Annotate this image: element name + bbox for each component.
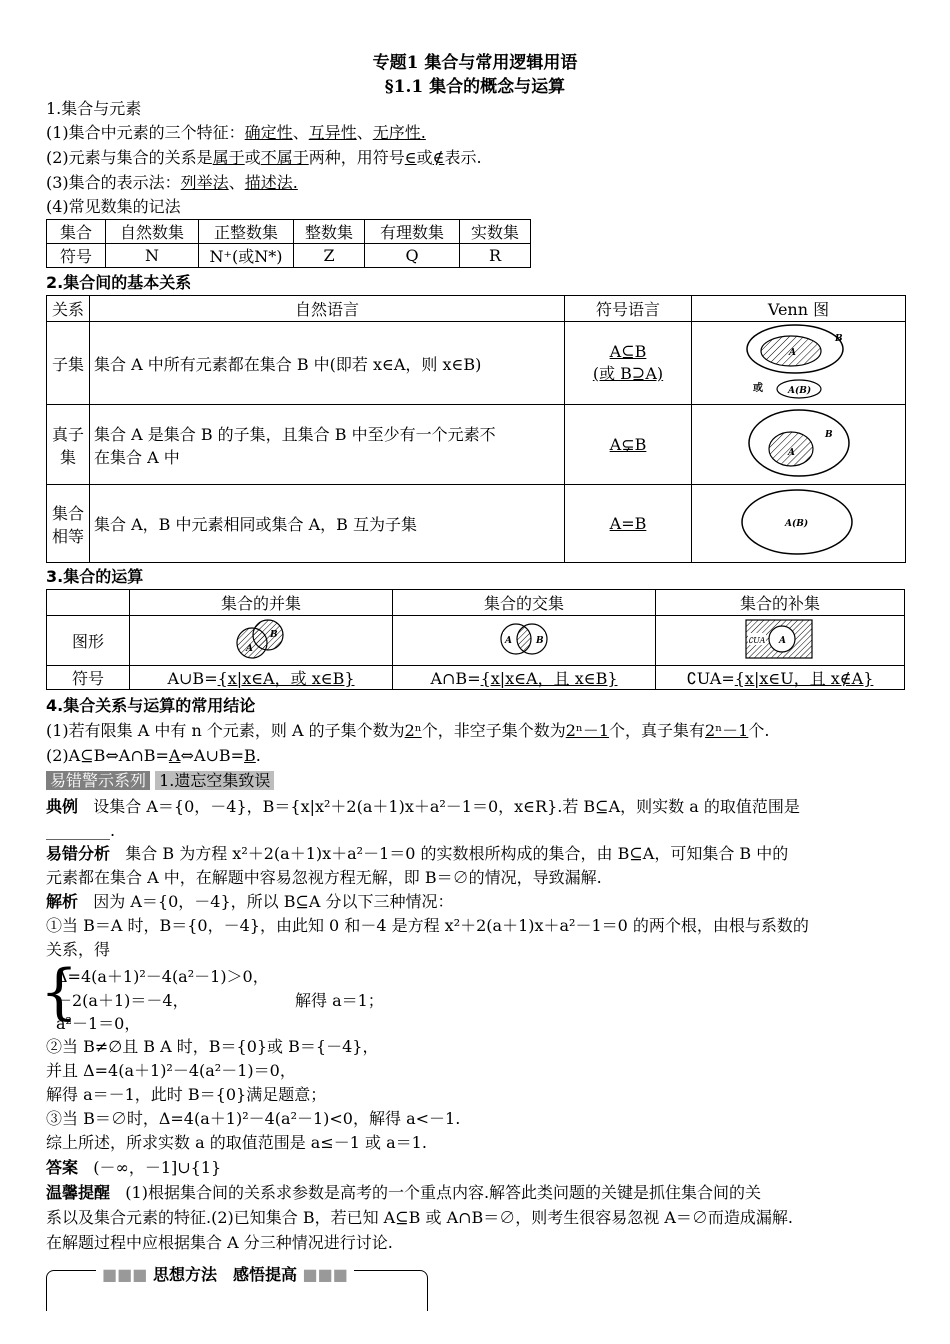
analysis-line1: 易错分析 集合 B 为方程 x²＋2(a＋1)x＋a²－1＝0 的实数根所构成的集合，由 B⊆A，可知集合 B 中的: [46, 844, 789, 863]
svg-text:B: B: [824, 429, 833, 440]
solution-summary: 综上所述，所求实数 a 的取值范围是 a≤－1 或 a＝1.: [46, 1133, 427, 1152]
brace: {: [40, 957, 79, 1027]
example-line1: 典例 设集合 A＝{0，－4}，B＝{x|x²＋2(a＋1)x＋a²－1＝0，x∈R}.若 B⊆A，则实数 a 的取值范围是: [46, 797, 800, 816]
solution-case2b: 并且 Δ=4(a＋1)²－4(a²－1)＝0，: [46, 1061, 296, 1080]
s1-line3: (3)集合的表示法：列举法、描述法.: [46, 173, 298, 192]
answer: 答案 (－∞，－1]∪{1}: [46, 1158, 222, 1177]
svg-text:A: A: [779, 635, 786, 646]
venn-intersection: [393, 616, 656, 666]
solution-case2: ②当 B≠∅且 B A 时，B＝{0}或 B＝{－4}，: [46, 1037, 379, 1056]
svg-text:A: A: [505, 635, 512, 646]
s1-heading: 1.集合与元素: [46, 99, 142, 118]
tip-line1: 温馨提醒 (1)根据集合间的关系求参数是高考的一个重点内容.解答此类问题的关键是抓住集合间的关: [46, 1183, 762, 1202]
tip-line3: 在解题过程中应根据集合 A 分三种情况进行讨论.: [46, 1233, 393, 1252]
svg-text:B: B: [270, 629, 278, 640]
solution-case2c: 解得 a＝－1，此时 B＝{0}满足题意；: [46, 1085, 327, 1104]
svg-text:A: A: [788, 348, 796, 358]
venn-union: [130, 616, 393, 666]
equation-1: Δ=4(a＋1)²－4(a²－1)＞0，: [56, 967, 269, 986]
equation-2: －2(a＋1)＝－4，: [56, 991, 189, 1010]
s3-heading: 3.集合的运算: [46, 567, 144, 586]
venn-equal: [692, 485, 906, 563]
footer-heading: ■■■ 思想方法 感悟提高 ■■■: [96, 1262, 354, 1285]
svg-text:A: A: [246, 643, 253, 654]
number-set-table: 集合 自然数集 正整数集 整数集 有理数集 实数集 符号 N N⁺(或N*) Z Q R: [46, 219, 531, 268]
solution-intro: 解析 因为 A＝{0，－4}，所以 B⊆A 分以下三种情况：: [46, 892, 454, 911]
s1-line2: (2)元素与集合的关系是属于或不属于两种，用符号∈或∉表示.: [46, 148, 482, 167]
equation-result: 解得 a＝1；: [295, 991, 384, 1010]
page-title: 专题1 集合与常用逻辑用语: [372, 53, 578, 73]
warning-title: 1.遗忘空集致误: [155, 771, 274, 790]
analysis-line2: 元素都在集合 A 中，在解题中容易忽视方程无解，即 B＝∅的情况，导致漏解.: [46, 868, 602, 887]
warning-tag: 易错警示系列: [46, 771, 150, 790]
s1-line1: (1)集合中元素的三个特征：确定性、互异性、无序性.: [46, 123, 426, 142]
warning-series-heading: [46, 770, 274, 792]
svg-text:A(B): A(B): [784, 518, 808, 529]
solution-case3: ③当 B＝∅时，Δ=4(a＋1)²－4(a²－1)<0，解得 a<－1.: [46, 1109, 461, 1128]
s4-heading: 4.集合关系与运算的常用结论: [46, 696, 256, 715]
svg-text:或: 或: [752, 383, 763, 394]
relation-table: 关系 自然语言 符号语言 Venn 图 子集 集合 A 中所有元素都在集合 B 中(即若 x∈A，则 x∈B) A⊆B (或 B⊇A) A B 或 A(B) 真子 集 集合 A 是集合 B 的子集，且集合 B 中至少有一个元素不 在集合 A 中 A⊊B A B 集合 相等 集合 A，B 中元素相同或集合 A，B 互为子集 A=B A(B): [46, 295, 906, 563]
tip-line2: 系以及集合元素的特征.(2)已知集合 B，若已知 A⊆B 或 A∩B＝∅，则考生很容易忽视 A＝∅而造成漏解.: [46, 1208, 794, 1227]
svg-text:A: A: [787, 447, 795, 458]
venn-proper-subset: [692, 405, 906, 485]
svg-text:B: B: [536, 635, 544, 646]
s1-line4: (4)常见数集的记法: [46, 197, 181, 216]
operation-table: 集合的并集 集合的交集 集合的补集 图形 A B A B ∁UA A 符号 A∪B={x|x∈A，或 x∈B} A∩B={x|x∈A，且 x∈B} ∁UA={x|x∈U，且 x∉A}: [46, 589, 905, 690]
s4-line2: (2)A⊆B⇔A∩B=A⇔A∪B=B.: [46, 746, 261, 765]
solution-case1: ①当 B＝A 时，B＝{0，－4}，由此知 0 和－4 是方程 x²＋2(a＋1)x＋a²－1＝0 的两个根，由根与系数的: [46, 916, 809, 935]
svg-text:∁UA: ∁UA: [748, 635, 766, 645]
solution-case1b: 关系，得: [46, 940, 111, 959]
equation-3: a²－1＝0，: [56, 1014, 141, 1033]
venn-subset: [692, 322, 906, 405]
s4-line1: (1)若有限集 A 中有 n 个元素，则 A 的子集个数为2ⁿ个，非空子集个数为2ⁿ－1个，真子集有2ⁿ－1个.: [46, 721, 770, 740]
section-title: §1.1 集合的概念与运算: [384, 77, 566, 97]
svg-text:B: B: [834, 334, 843, 344]
venn-complement: [656, 616, 905, 666]
example-line2: ________.: [46, 821, 116, 840]
svg-text:A(B): A(B): [787, 386, 811, 396]
s2-heading: 2.集合间的基本关系: [46, 273, 192, 292]
